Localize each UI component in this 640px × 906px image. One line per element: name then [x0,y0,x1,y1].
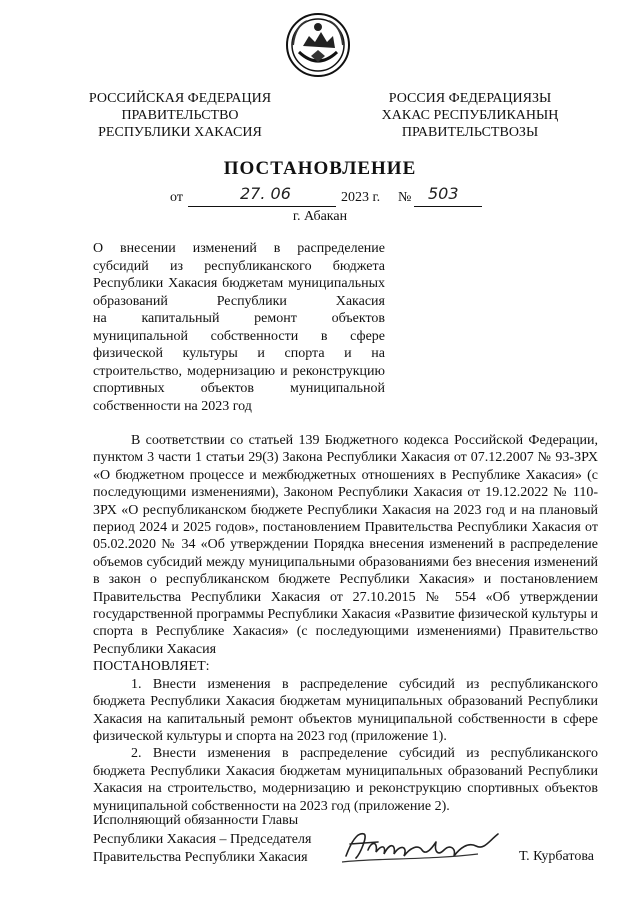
header-right-line: ХАКАС РЕСПУБЛИКАНЫҢ [381,108,559,123]
number-underline [414,206,482,207]
subject-line: Республики Хакасия бюджетам муниципальных [93,276,385,291]
resolves-heading: ПОСТАНОВЛЯЕТ: [93,659,210,675]
handwritten-number: 503 [428,184,459,203]
subject-line: О внесении изменений в распределение [93,241,385,256]
date-prefix: от [170,190,183,205]
header-left-line: РОССИЙСКАЯ ФЕДЕРАЦИЯ [88,91,272,106]
signatory-title-line: Исполняющий обязанности Главы [93,813,299,828]
header-left-line: ПРАВИТЕЛЬСТВО [121,108,239,123]
header-right [360,90,580,141]
number-label: № [398,190,412,205]
date-year: 2023 г. [341,190,381,205]
subject-line: физической культуры и спорта и на [93,346,385,361]
item-paragraph: 1. Внести изменения в распределение субсидий из республиканского бюджета Республики Хакасия бюджетам муниципальных образований Республики Хакасия на капитальный ремонт объектов муниципальной собственности в сфере физической культуры и спорта на 2023 год (приложение 1). [93,676,598,744]
signatory-title-line: Правительства Республики Хакасия [93,850,308,865]
subject-line: образований Республики Хакасия [93,293,385,309]
subject-line: спортивных объектов муниципальной [93,381,385,396]
preamble-paragraph: В соответствии со статьей 139 Бюджетного кодекса Российской Федерации, пунктом 3 части 1 статьи 29(3) Закона Республики Хакасия от 07.12.2007 № 93-ЗРХ «О бюджетном процессе и межбюджетных отношениях в Республике Хакасия» (с последующими изменениями), Законом Республики Хакасия от 19.12.2022 № 110-ЗРХ «О республиканском бюджете Республики Хакасия на 2023 год и на плановый период 2024 и 2025 годов», постановлением Правительства Республики Хакасия от 05.02.2020 № 34 «Об утверждении Порядка внесения изменений в распределение объемов субсидий между муниципальными образованиями без внесения изменений в закон о республиканском бюджете Республики Хакасия» и постановлением Правительства Республики Хакасия от 27.10.2015 № 554 «Об утверждении государственной программы Республики Хакасия «Развитие физической культуры и спорта в Республике Хакасия» (с последующими изменениями) Правительство Республики Хакасия [93,433,598,657]
city: г. Абакан [292,209,348,224]
document-subject [93,240,385,415]
signatory-name: Т. Курбатова [519,849,594,864]
subject-line: муниципальной собственности в сфере [93,328,385,344]
date-underline [188,206,336,207]
header-left-line: РЕСПУБЛИКИ ХАКАСИЯ [98,125,262,140]
document-body [93,432,598,815]
header-right-line: ПРАВИТЕЛЬСТВОЗЫ [401,125,539,140]
signatory-title-line: Республики Хакасия – Председателя [93,831,312,847]
subject-line: собственности на 2023 год [93,398,252,414]
signature-block [93,812,353,868]
subject-line: на капитальный ремонт объектов [93,311,385,326]
header-left [80,90,280,141]
subject-line: строительство, модернизацию и реконструкцию [93,363,385,379]
item-paragraph: 2. Внести изменения в распределение субсидий из республиканского бюджета Республики Хакасия бюджетам муниципальных образований Республики Хакасия на строительство, модернизацию и реконструкцию спортивных объектов муниципальной собственности на 2023 год (приложение 2). [93,746,598,814]
handwritten-date: 27. 06 [240,184,291,203]
header-right-line: РОССИЯ ФЕДЕРАЦИЯЗЫ [388,91,552,106]
handwritten-signature [338,820,508,870]
coat-of-arms-emblem [285,12,351,78]
subject-line: субсидий из республиканского бюджета [93,258,385,274]
document-title: ПОСТАНОВЛЕНИЕ [223,158,417,179]
